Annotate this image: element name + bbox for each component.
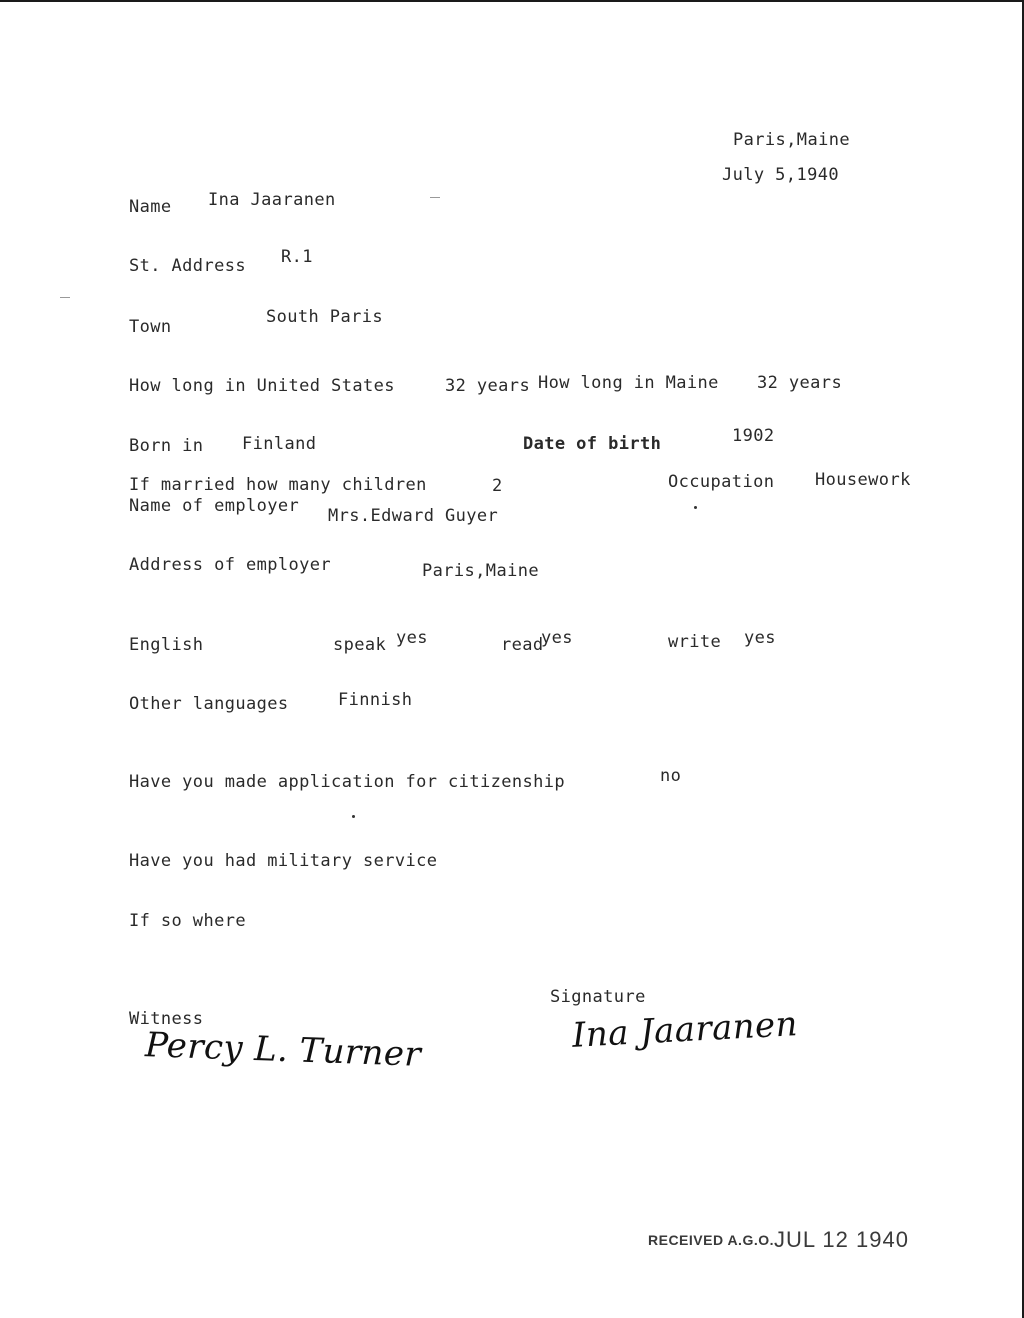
write-label: write: [668, 632, 722, 652]
maine-residence-value: 32 years: [757, 373, 843, 393]
citizenship-value: no: [660, 766, 682, 786]
read-value: yes: [541, 628, 573, 648]
born-label: Born in: [129, 436, 204, 456]
signature-label: Signature: [550, 987, 646, 1007]
languages-label: Other languages: [129, 694, 289, 714]
children-value: 2: [492, 476, 503, 496]
born-value: Finland: [242, 434, 317, 454]
ink-dot: [694, 506, 697, 509]
children-label: If married how many children: [129, 475, 427, 495]
address-label: St. Address: [129, 256, 246, 276]
header-place: Paris,Maine: [733, 130, 850, 150]
speak-label: speak: [333, 635, 387, 655]
us-residence-value: 32 years: [445, 376, 531, 396]
english-label: English: [129, 635, 204, 655]
read-label: read: [501, 635, 544, 655]
town-label: Town: [129, 317, 172, 337]
dob-label: Date of birth: [523, 434, 662, 454]
received-stamp-date: JUL 12 1940: [774, 1227, 909, 1252]
header-date: July 5,1940: [722, 165, 839, 185]
occupation-label: Occupation: [668, 472, 775, 492]
town-value: South Paris: [266, 307, 383, 327]
witness-signature: Percy L. Turner: [144, 1025, 422, 1075]
witness-label: Witness: [129, 1009, 204, 1029]
received-stamp: RECEIVED A.G.O.: [648, 1232, 775, 1248]
address-value: R.1: [281, 247, 313, 267]
name-value: Ina Jaaranen: [208, 190, 336, 210]
name-label: Name: [129, 197, 172, 217]
applicant-signature: Ina Jaaranen: [571, 1004, 799, 1056]
write-value: yes: [744, 628, 776, 648]
employer-address-value: Paris,Maine: [422, 561, 539, 581]
scan-border-top: [0, 0, 1024, 2]
scan-mark: [430, 197, 440, 198]
languages-value: Finnish: [338, 690, 413, 710]
maine-residence-label: How long in Maine: [538, 373, 719, 393]
employer-label: Name of employer: [129, 496, 300, 516]
military-label: Have you had military service: [129, 851, 438, 871]
occupation-value: Housework: [815, 470, 911, 490]
citizenship-label: Have you made application for citizenship: [129, 772, 566, 792]
us-residence-label: How long in United States: [129, 376, 395, 396]
speak-value: yes: [396, 628, 428, 648]
employer-address-label: Address of employer: [129, 555, 332, 575]
employer-value: Mrs.Edward Guyer: [328, 506, 499, 526]
dob-value: 1902: [732, 426, 775, 446]
scan-mark: [60, 297, 70, 298]
ink-dot: [352, 815, 355, 818]
where-label: If so where: [129, 911, 246, 931]
